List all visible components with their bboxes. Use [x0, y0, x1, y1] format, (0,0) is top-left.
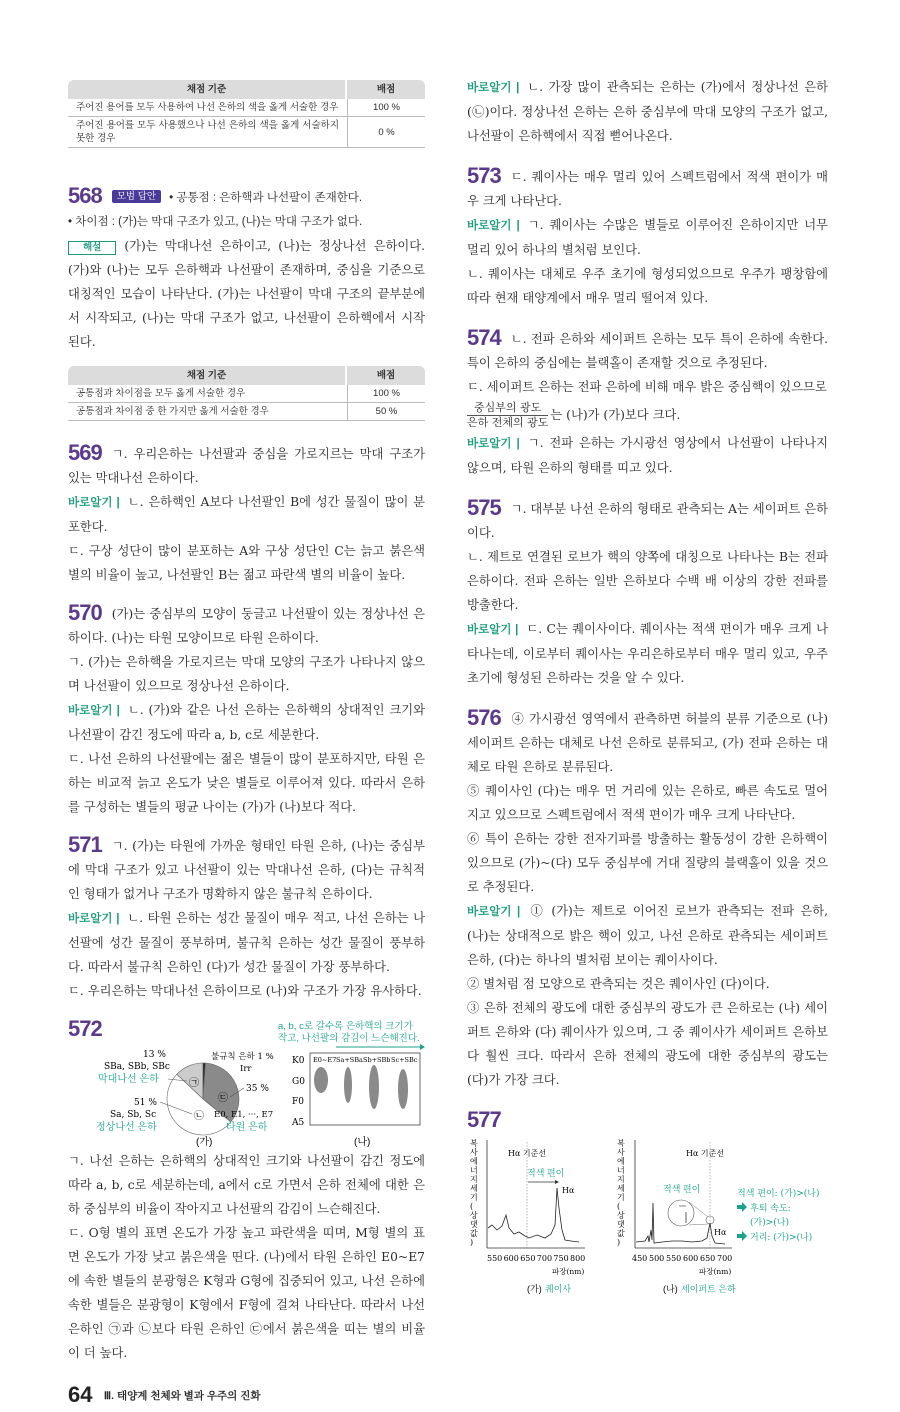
answer-text: ㄴ. 퀘이사는 대체로 우주 초기에 형성되었으므로 우주가 팽창함에 따라 현재 태양계에서 매우 멀리 떨어져 있다. [467, 267, 828, 305]
answer-text: (가)는 중심부의 모양이 둥글고 나선팔이 있는 정상나선 은하이다. (나)는 타원 모양이므로 타원 은하이다. [68, 607, 425, 645]
spectral-cluster [398, 1069, 408, 1109]
figure-572 [68, 1017, 425, 1149]
explanation-badge: 해설 [68, 241, 116, 255]
answer-text: ㄴ. 전파 은하와 세이퍼트 은하는 모두 특이 은하에 속한다. 특이 은하의 중심에는 블랙홀이 존재할 것으로 추정된다. [467, 332, 828, 370]
table-header: 채점 기준 [68, 366, 347, 385]
spectral-caption: (나) [354, 1137, 371, 1148]
table-cell: 0 % [347, 117, 425, 148]
question-number: 573 [467, 163, 501, 188]
spectral-column-label: E0~E7 [313, 1056, 337, 1064]
table-header: 배점 [347, 80, 425, 99]
redshift-label: 적색 편이 [663, 1184, 701, 1194]
luminosity-fraction [467, 401, 548, 430]
redshift-label: 적색 편이 [527, 1168, 565, 1178]
correction-label: 바로알기 | [68, 497, 120, 509]
page-number: 64 [68, 1382, 93, 1407]
table-row [68, 403, 425, 421]
question-577 [467, 1108, 828, 1300]
x-tick-label: 550 [487, 1254, 503, 1263]
x-tick-label: 650 [700, 1254, 716, 1263]
spectral-row-label: A5 [292, 1118, 305, 1128]
answer-common: • 공통점 : 은하핵과 나선팔이 존재한다. [169, 192, 363, 204]
pie-label-elliptical-pct: 35 % [246, 1084, 269, 1094]
quasar-spectrum [470, 1138, 585, 1294]
answer-text: ㄴ. 은하핵인 A보다 나선팔인 B에 성간 물질이 많이 분포한다. [68, 495, 425, 534]
answer-text: ㄴ. (가)와 같은 나선 은하는 은하핵의 상대적인 크기와 나선팔이 감긴 정도에 따라 a, b, c로 세분한다. [68, 703, 425, 742]
chapter-title: Ⅲ. 태양계 천체와 별과 우주의 진화 [103, 1390, 261, 1402]
note-line: (가)>(나) [750, 1218, 789, 1228]
answer-text: ㄷ. O형 별의 표면 온도가 가장 높고 파란색을 띠며, M형 별의 표면 온도가 가장 낮고 붉은색을 띤다. (나)에서 타원 은하인 E0~E7에 속한 별들의 분광형은 K형과 G형에 집중되어 있고, 나선 은하에 속한 별들은 분광형이 K형에서 F형에 걸쳐 나타난다. 따라서 나선 은하인 ㉠과 ㉡보다 타원 은하인 ㉢에서 붉은색을 띠는 별의 비율이 더 높다. [68, 1226, 425, 1360]
x-tick-label: 650 [520, 1254, 536, 1263]
table-row [68, 117, 425, 148]
fraction-numerator: 중심부의 광도 [467, 401, 548, 416]
spectral-cluster [344, 1067, 352, 1103]
table-cell: 주어진 용어를 모두 사용하여 나선 은하의 색을 옳게 서술한 경우 [68, 99, 347, 117]
answer-text: ⑤ 퀘이사인 (다)는 매우 먼 거리에 있는 은하로, 빠른 속도로 멀어지고 있으므로 스펙트럼에서 적색 편이가 매우 크게 나타난다. [467, 784, 828, 822]
figure-caption: 세이퍼트 은하 [681, 1284, 736, 1294]
note-line: 후퇴 속도: [750, 1204, 791, 1214]
spectral-note: a, b, c로 갈수록 은하핵의 크기가 [278, 1021, 413, 1032]
spectral-note: 작고, 나선팔의 감김이 느슨해진다. [278, 1033, 420, 1044]
arrow-right-icon [737, 1202, 747, 1212]
question-number: 574 [467, 325, 501, 350]
fraction-denominator: 은하 전체의 광도 [467, 416, 549, 429]
pie-label-elliptical-types: E0, E1, ···, E7 [214, 1110, 274, 1120]
answer-text: ㄷ. C는 퀘이사이다. 퀘이사는 적색 편이가 매우 크게 나타나는데, 이로부터 퀘이사는 우리은하로부터 매우 멀리 있고, 우주 초기에 형성된 은하라는 것을 알 수 있다. [467, 622, 829, 685]
x-axis-label: 파장(nm) [552, 1267, 585, 1276]
x-tick-label: 600 [683, 1254, 699, 1263]
spectra-figure-577 [467, 1108, 828, 1300]
pie-label-irregular-types: Irr [240, 1064, 252, 1074]
question-number: 575 [467, 495, 501, 520]
question-number: 571 [68, 832, 102, 857]
figure-caption: (나) [663, 1284, 678, 1294]
answer-text: ㄱ. (가)는 은하핵을 가로지르는 막대 모양의 구조가 나타나지 않으며 나선팔이 있으므로 정상나선 은하이다. [68, 655, 425, 693]
explanation-text: (가)는 막대나선 은하이고, (나)는 정상나선 은하이다. (가)와 (나)는 모두 은하핵과 나선팔이 존재하며, 중심을 기준으로 대칭적인 모습이 나타난다. (가)는 나선팔이 막대 구조의 끝부분에서 시작되고, (나)는 막대 구조가 없고, 나선팔이 은하핵에서 시작된다. [68, 239, 425, 349]
correction-label: 바로알기 | [467, 906, 521, 918]
question-575 [467, 496, 828, 690]
left-column [68, 0, 425, 1412]
question-576 [467, 706, 828, 1092]
question-number: 568 [68, 183, 102, 208]
question-number: 570 [68, 600, 102, 625]
note-line: 거리: (가)>(나) [750, 1233, 813, 1243]
answer-text: ㄱ. 전파 은하는 가시광선 영상에서 나선팔이 나타나지 않으며, 타원 은하의 형태를 띠고 있다. [467, 436, 828, 475]
x-tick-label: 500 [649, 1254, 665, 1263]
spectral-row-label: K0 [292, 1056, 305, 1066]
question-570 [68, 601, 425, 819]
correction-label: 바로알기 | [467, 220, 520, 232]
pie-label-normal-name: 정상나선 은하 [96, 1122, 157, 1133]
x-axis-label: 파장(nm) [699, 1267, 732, 1276]
pie-label-normal-pct: 51 % [134, 1098, 157, 1108]
question-572 [68, 1017, 425, 1365]
table-cell: 공통점과 차이점을 모두 옳게 서술한 경우 [68, 385, 347, 403]
answer-text: ㄷ. 우리은하는 막대나선 은하이므로 (나)와 구조가 가장 유사하다. [68, 984, 422, 998]
spectral-row-label: G0 [292, 1077, 305, 1087]
reference-line-label: Hα 기준선 [508, 1149, 547, 1158]
table-row [68, 99, 425, 117]
x-tick-label: 550 [666, 1254, 682, 1263]
scoring-table-567 [68, 80, 425, 148]
pie-label-barred-types: SBa, SBb, SBc [104, 1062, 170, 1072]
question-568 [68, 184, 425, 421]
h-alpha-label: Hα [562, 1186, 575, 1195]
reference-line-label: Hα 기준선 [686, 1149, 725, 1158]
pie-caption: (가) [196, 1137, 213, 1148]
figure-caption: (가) [527, 1284, 542, 1294]
x-tick-label: 450 [632, 1254, 648, 1263]
answer-text: ① (가)는 제트로 이어진 로브가 관측되는 전파 은하, (나)는 상대적으로 밝은 핵이 있고, 나선 은하로 관측되는 세이퍼트 은하, (다)는 하나의 별처럼 보이는 퀘이사이다. [467, 904, 828, 967]
pie-label-irregular-pct: 불규칙 은하 1 % [211, 1052, 274, 1062]
table-cell: 50 % [347, 403, 425, 421]
spectral-cluster [369, 1065, 379, 1109]
answer-text: ㄴ. 제트로 연결된 로브가 핵의 양쪽에 대칭으로 나타나는 B는 전파 은하이다. 전파 은하는 일반 은하보다 수백 배 이상의 강한 전파를 방출한다. [467, 550, 828, 612]
question-number: 576 [467, 705, 501, 730]
question-number: 577 [467, 1107, 501, 1132]
answer-text: ② 별처럼 점 모양으로 관측되는 것은 퀘이사인 (다)이다. [467, 977, 770, 991]
correction-label: 바로알기 | [467, 624, 519, 636]
answer-text: ㄷ. 구상 성단이 많이 분포하는 A와 구상 성단인 C는 늙고 붉은색 별의 비율이 높고, 나선팔인 B는 젊고 파란색 별의 비율이 높다. [68, 544, 425, 582]
question-569 [68, 441, 425, 587]
figure-caption: 퀘이사 [545, 1284, 572, 1294]
correction-label: 바로알기 | [467, 438, 520, 450]
answer-text: ④ 가시광선 영역에서 관측하면 허블의 분류 기준으로 (나) 세이퍼트 은하는 대체로 나선 은하로 분류되고, (가) 전파 은하는 대체로 타원 은하로 분류된다. [467, 712, 828, 774]
h-alpha-label: Hα [714, 1228, 727, 1237]
y-axis-label: 복 사 에 너 지 세 기 ( 상 댓 값 ) [470, 1139, 478, 1247]
pie-mark-elliptical: ㉢ [218, 1093, 228, 1104]
correction-label: 바로알기 | [68, 913, 120, 925]
answer-text: ⑥ 특이 은하는 강한 전자기파를 방출하는 활동성이 강한 은하핵이 있으므로 (가)~(다) 모두 중심부에 거대 질량의 블랙홀이 있을 것으로 추정된다. [467, 832, 828, 894]
question-571 [68, 833, 425, 1003]
answer-text: ㄴ. 타원 은하는 성간 물질이 매우 적고, 나선 은하는 나선팔에 성간 물질이 풍부하며, 불규칙 은하는 성간 물질이 풍부하다. 따라서 불규칙 은하인 (다)가 성간 물질이 가장 풍부하다. [68, 911, 425, 974]
redshift-notes [737, 1187, 820, 1243]
spectral-cluster [314, 1067, 328, 1093]
pie-mark-normal: ㉡ [194, 1111, 204, 1122]
x-tick-label: 800 [570, 1254, 586, 1263]
question-572-continued [467, 75, 828, 148]
answer-text: ㄱ. (가)는 타원에 가까운 형태인 타원 은하, (나)는 중심부에 막대 구조가 있고 나선팔이 있는 막대나선 은하, (다)는 규칙적인 형태가 없거나 구조가 명확하지 않은 불규칙 은하이다. [68, 839, 425, 901]
answer-text: ㄱ. 퀘이사는 수많은 별들로 이루어진 은하이지만 너무 멀리 있어 하나의 별처럼 보인다. [467, 218, 828, 257]
table-cell: 100 % [347, 99, 425, 117]
spectral-row-label: F0 [292, 1097, 304, 1107]
question-number: 572 [68, 1016, 102, 1041]
answer-text: ㄷ. 퀘이사는 매우 멀리 있어 스펙트럼에서 적색 편이가 매우 크게 나타난다. [467, 170, 828, 208]
table-cell: 공통점과 차이점 중 한 가지만 옳게 서술한 경우 [68, 403, 347, 421]
pie-mark-barred: ㉠ [189, 1078, 199, 1089]
answer-text: 는 (나)가 (가)보다 크다. [550, 408, 681, 422]
answer-text: ③ 은하 전체의 광도에 대한 중심부의 광도가 큰 은하로는 (나) 세이퍼트 은하와 (다) 퀘이사가 있으며, 그 중 퀘이사가 세이퍼트 은하보다 훨씬 크다. 따라서 은하 전체의 광도에 대한 중심부의 광도는 (다)가 가장 크다. [467, 1001, 828, 1087]
table-header: 배점 [347, 366, 425, 385]
question-573 [467, 164, 828, 310]
seyfert-spectrum [617, 1138, 736, 1294]
page-footer [68, 1365, 425, 1412]
correction-label: 바로알기 | [467, 82, 520, 94]
spectral-column-label: Sb+SBb [363, 1056, 391, 1064]
x-tick-label: 600 [503, 1254, 519, 1263]
correction-label: 바로알기 | [68, 705, 120, 717]
y-axis-label: 복 사 에 너 지 세 기 ( 상 댓 값 ) [617, 1139, 625, 1247]
x-tick-label: 700 [717, 1254, 733, 1263]
arrow-right-icon [737, 1231, 747, 1241]
question-574 [467, 326, 828, 480]
note-line: 적색 편이: (가)>(나) [737, 1189, 820, 1199]
pie-label-barred-pct: 13 % [143, 1050, 166, 1060]
answer-difference: • 차이점 : (가)는 막대 구조가 있고, (나)는 막대 구조가 없다. [68, 216, 363, 228]
model-answer-badge: 모범 답안 [112, 190, 161, 203]
table-cell: 주어진 용어를 모두 사용했으나 나선 은하의 색을 옳게 서술하지 못한 경우 [68, 117, 347, 148]
answer-text: ㄷ. 나선 은하의 나선팔에는 젊은 별들이 많이 분포하지만, 타원 은하는 비교적 늙고 온도가 낮은 별들로 이루어져 있다. 따라서 은하를 구성하는 별들의 평균 나이는 (가)가 (나)보다 적다. [68, 752, 425, 814]
table-cell: 100 % [347, 385, 425, 403]
spectral-column-label: Sa+SBa [336, 1056, 363, 1064]
spectral-type-chart [278, 1020, 425, 1148]
table-row [68, 385, 425, 403]
pie-label-elliptical-name: 타원 은하 [226, 1122, 268, 1133]
answer-text: ㄴ. 가장 많이 관측되는 은하는 (가)에서 정상나선 은하(㉡)이다. 정상나선 은하는 은하 중심부에 막대 모양의 구조가 없고, 나선팔이 은하핵에서 직접 뻗어나온다. [467, 80, 828, 143]
x-tick-label: 700 [536, 1254, 553, 1263]
table-header: 채점 기준 [68, 80, 347, 99]
pie-label-barred-name: 막대나선 은하 [98, 1074, 159, 1085]
right-column [467, 0, 828, 1300]
pie-label-normal-types: Sa, Sb, Sc [110, 1110, 157, 1120]
scoring-table-568 [68, 366, 425, 421]
spectral-column-label: Sc+SBc [391, 1056, 418, 1064]
answer-text: ㄱ. 나선 은하는 은하핵의 상대적인 크기와 나선팔이 감긴 정도에 따라 a, b, c로 세분하는데, a에서 c로 가면서 은하 전체에 대한 은하 중심부의 비율이 작아지고 나선팔의 감김이 느슨해진다. [68, 1154, 425, 1216]
answer-text: ㄱ. 우리은하는 나선팔과 중심을 가로지르는 막대 구조가 있는 막대나선 은하이다. [68, 447, 425, 485]
answer-text: ㄱ. 대부분 나선 은하의 형태로 관측되는 A는 세이퍼트 은하이다. [467, 502, 828, 540]
answer-text: ㄷ. 세이퍼트 은하는 전파 은하에 비해 매우 밝은 중심핵이 있으므로 [467, 380, 827, 394]
question-number: 569 [68, 440, 102, 465]
x-tick-label: 750 [553, 1254, 569, 1263]
